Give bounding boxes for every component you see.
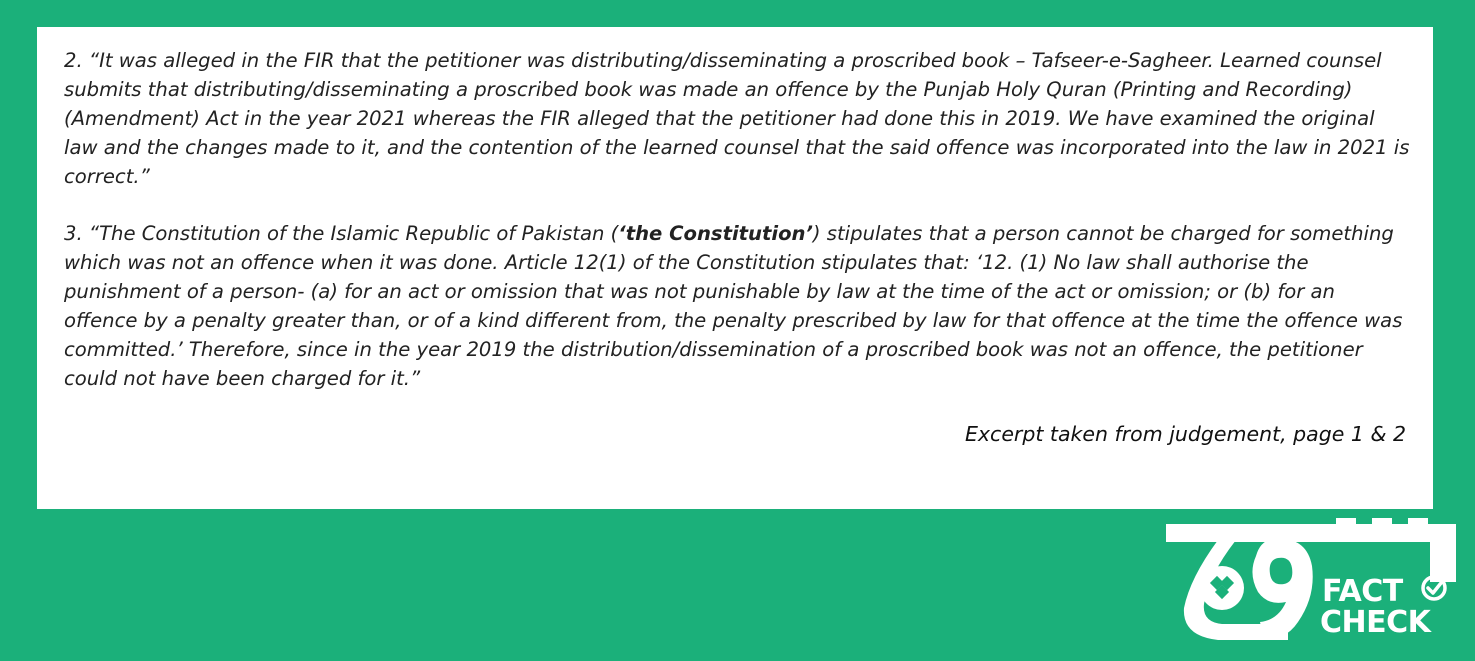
logo-merlon-2 — [1372, 518, 1392, 528]
logo-tower — [1430, 524, 1456, 582]
logo-merlon-1 — [1336, 518, 1356, 528]
logo-merlon-3 — [1408, 518, 1428, 528]
paragraph-3-lead: 3. “The Constitution of the Islamic Republic of Pakistan ( — [64, 222, 619, 245]
excerpt-card — [37, 27, 1433, 509]
logo-nine-shape — [1252, 539, 1312, 640]
logo-fact-text: FACT — [1322, 574, 1403, 609]
excerpt-paragraph-2: 2. “It was alleged in the FIR that the petitioner was distributing/disseminating a proscribed book – Tafseer-e-Sagheer. Learned counsel submits that distributing/disseminating a proscribed book was made an offence by the Punjab Holy Quran (Printing and Recording) (Amendment) Act in the year 2021 whereas the FIR alleged that the petitioner had done this in 2019. We have examined the original law and the changes made to it, and the contention of the learned counsel that the said offence was incorporated into the law in 2021 is correct.” — [64, 49, 1410, 188]
excerpt-paragraph-3 — [64, 220, 1414, 393]
check-mark-icon — [1428, 583, 1441, 593]
paragraph-3-body: ) stipulates that a person cannot be charged for something which was not an offence when it was done. Article 12(1) of the Constitution stipulates that: ‘12. (1) No law shall authorise the punishment of a person- (a) for an act or omission that was not punishable by law at the time of the act or omission; or (b) for an offence by a penalty greater than, or of a kind different from, the penalty prescribed by law for that offence at the time the offence was committed.’ Therefore, since in the year 2019 the distribution/dissemination of a proscribed book was not an offence, the petitioner could not have been charged for it.” — [64, 222, 1403, 390]
logo-check-text: CHECK — [1320, 605, 1431, 640]
excerpt-caption: Excerpt taken from judgement, page 1 & 2 — [964, 422, 1406, 446]
constitution-emphasis: ‘the Constitution’ — [618, 222, 813, 245]
